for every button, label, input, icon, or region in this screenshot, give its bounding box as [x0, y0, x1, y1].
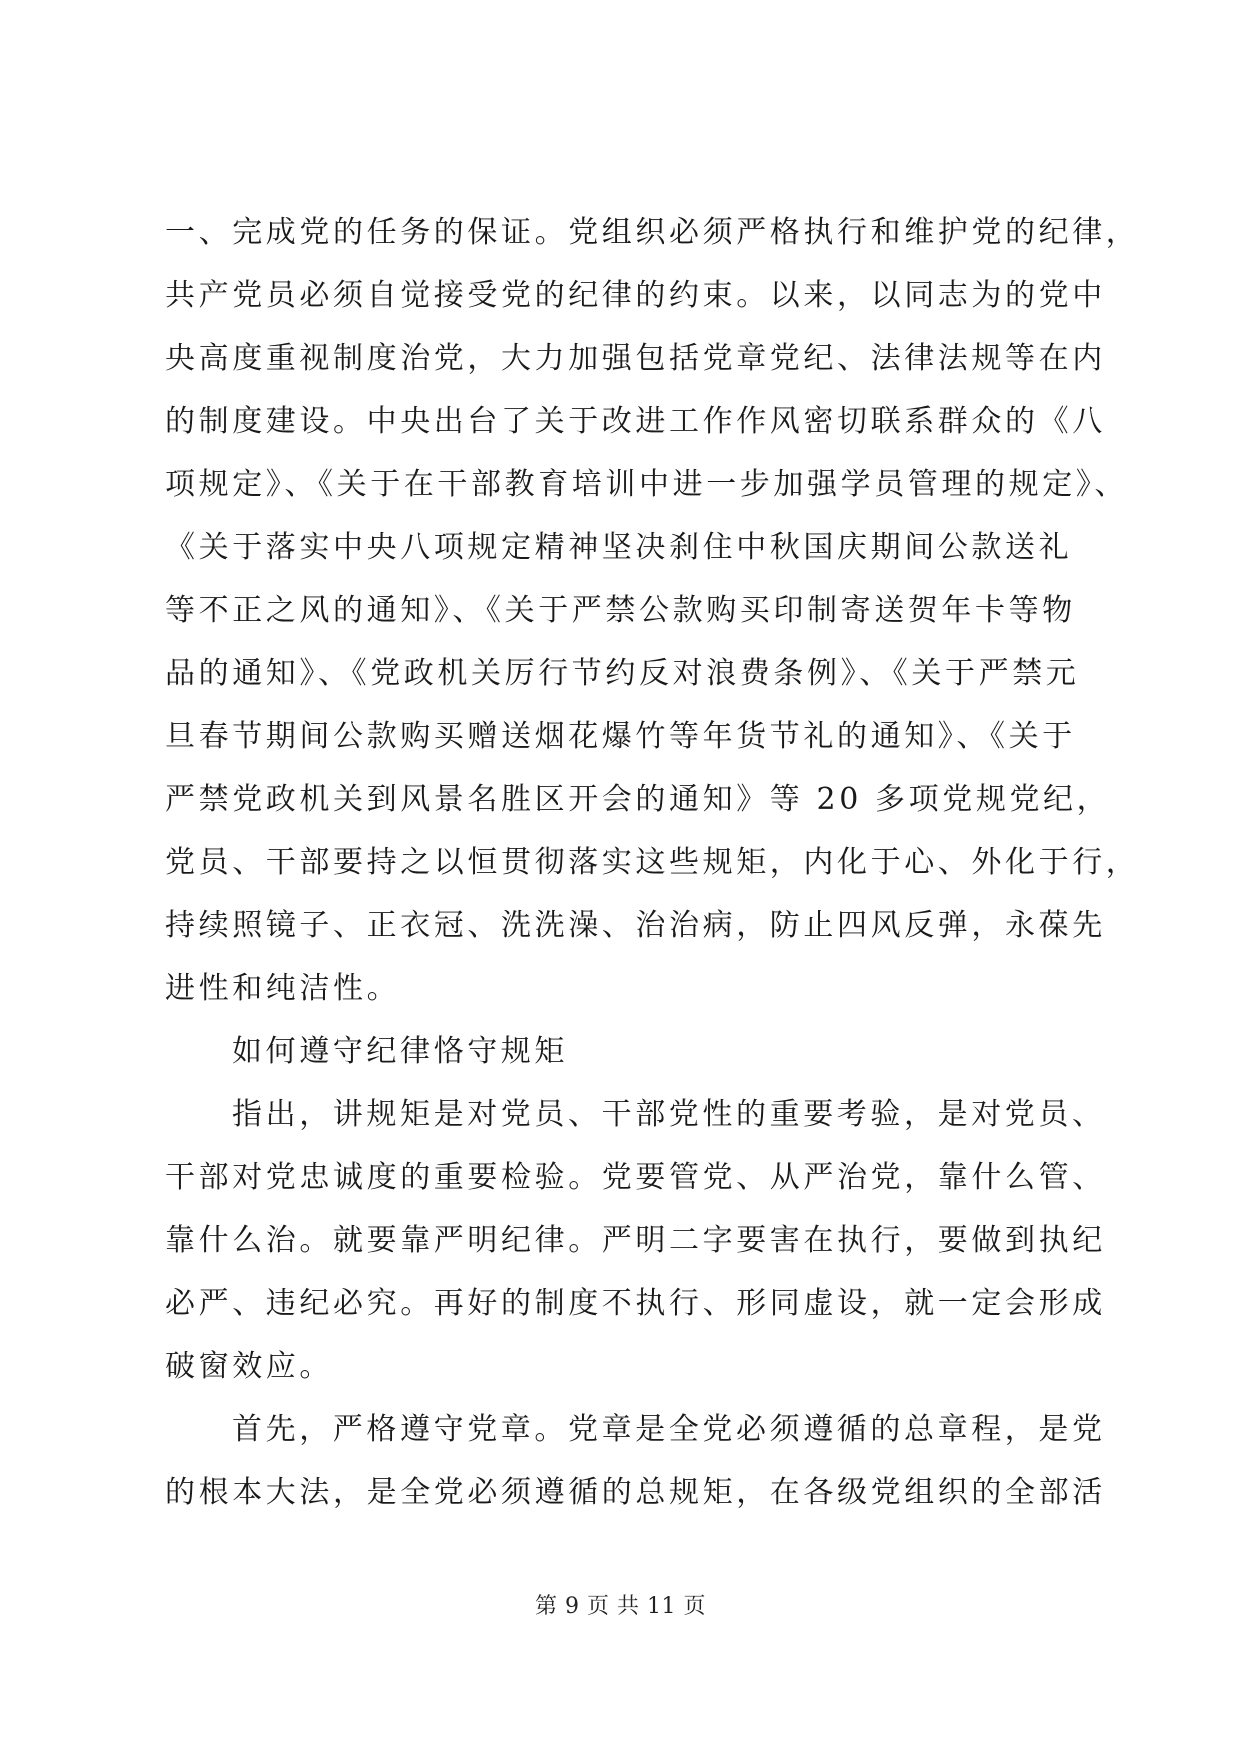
text-line: 必严、违纪必究。再好的制度不执行、形同虚设，就一定会形成 [165, 1286, 1106, 1321]
section-heading: 如何遵守纪律恪守规矩 [232, 1034, 568, 1069]
text-line: 项规定》、《关于在干部教育培训中进一步加强学员管理的规定》、 [165, 467, 1128, 502]
text-line: 首先，严格遵守党章。党章是全党必须遵循的总章程，是党 [232, 1412, 1106, 1447]
text-line: 品的通知》、《党政机关厉行节约反对浪费条例》、《关于严禁元 [165, 656, 1080, 691]
text-line: 党员、干部要持之以恒贯彻落实这些规矩，内化于心、外化于行， [165, 845, 1140, 880]
text-line: 旦春节期间公款购买赠送烟花爆竹等年货节礼的通知》、《关于 [165, 719, 1076, 754]
text-line: 一、完成党的任务的保证。党组织必须严格执行和维护党的纪律， [165, 215, 1140, 250]
text-line: 严禁党政机关到风景名胜区开会的通知》等 20 多项党规党纪， [165, 782, 1111, 817]
text-line: 央高度重视制度治党，大力加强包括党章党纪、法律法规等在内 [165, 341, 1106, 376]
text-line: 共产党员必须自觉接受党的纪律的约束。以来，以同志为的党中 [165, 278, 1106, 313]
text-line: 进性和纯洁性。 [165, 971, 401, 1006]
text-line: 的根本大法，是全党必须遵循的总规矩，在各级党组织的全部活 [165, 1475, 1106, 1510]
text-line: 靠什么治。就要靠严明纪律。严明二字要害在执行，要做到执纪 [165, 1223, 1106, 1258]
text-line: 的制度建设。中央出台了关于改进工作作风密切联系群众的《八 [165, 404, 1106, 439]
page-number-footer: 第 9 页 共 11 页 [535, 1594, 706, 1619]
text-line: 《关于落实中央八项规定精神坚决刹住中秋国庆期间公款送礼 [165, 530, 1073, 565]
text-line: 干部对党忠诚度的重要检验。党要管党、从严治党，靠什么管、 [165, 1160, 1106, 1195]
text-line: 破窗效应。 [165, 1349, 333, 1384]
text-line: 等不正之风的通知》、《关于严禁公款购买印制寄送贺年卡等物 [165, 593, 1076, 628]
text-line: 持续照镜子、正衣冠、洗洗澡、治治病，防止四风反弹，永葆先 [165, 908, 1106, 943]
text-line: 指出，讲规矩是对党员、干部党性的重要考验，是对党员、 [232, 1097, 1106, 1132]
